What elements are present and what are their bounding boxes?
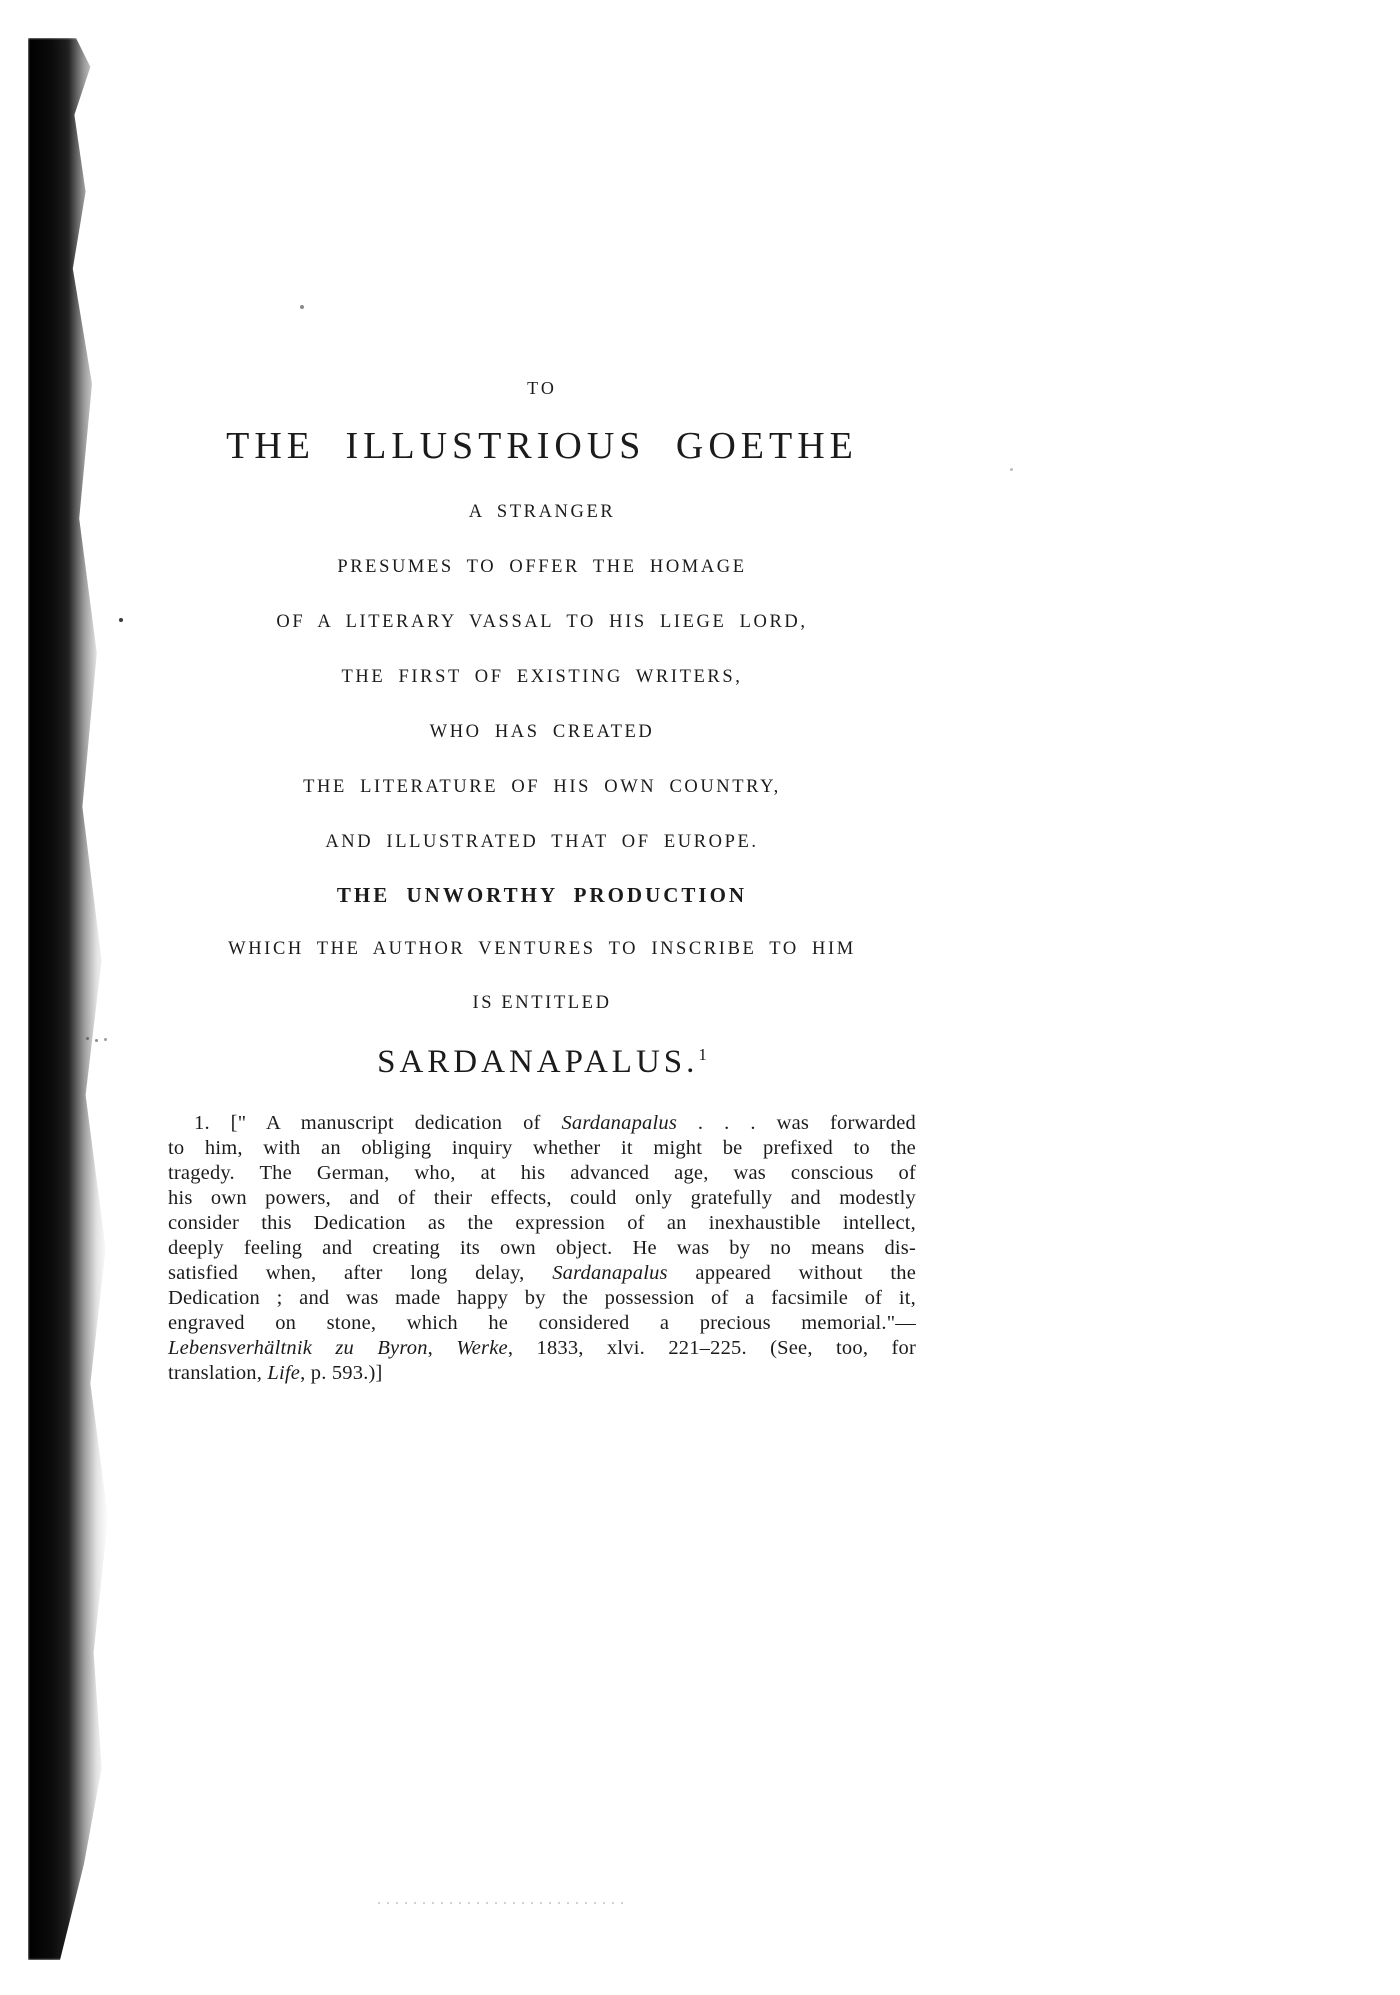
dedication-line: A STRANGER <box>468 502 616 522</box>
dedication-line: PRESUMES TO OFFER THE HOMAGE <box>337 557 747 577</box>
scan-speck-row <box>378 1902 628 1904</box>
dedication-title: THE ILLUSTRIOUS GOETHE <box>226 425 858 467</box>
dedication-line: AND ILLUSTRATED THAT OF EUROPE. <box>325 832 759 852</box>
footnote-line: engraved on stone, which he considered a precious memorial."— <box>168 1312 916 1334</box>
footnote-line: Lebensverhältnik zu Byron, Werke, 1833, xlvi. 221–225. (See, too, for <box>168 1337 916 1359</box>
work-title-text: SARDANAPALUS. <box>377 1044 699 1080</box>
footnote-reference: 1 <box>698 1045 707 1064</box>
scan-speck <box>86 1037 89 1040</box>
footnote <box>168 1111 916 1386</box>
footnote-line: his own powers, and of their effects, could only gratefully and modestly <box>168 1187 916 1209</box>
footnote-line: Dedication ; and was made happy by the possession of a facsimile of it, <box>168 1287 916 1309</box>
work-title <box>168 1036 916 1081</box>
dedication-line: OF A LITERARY VASSAL TO HIS LIEGE LORD, <box>276 612 808 632</box>
scan-speck <box>300 305 304 309</box>
dedication-line: THE FIRST OF EXISTING WRITERS, <box>341 667 743 687</box>
dedication-line: THE LITERATURE OF HIS OWN COUNTRY, <box>303 777 781 797</box>
footnote-line: to him, with an obliging inquiry whether it might be prefixed to the <box>168 1137 916 1159</box>
scan-speck <box>1010 468 1013 471</box>
dedication-inscribe-line: WHICH THE AUTHOR VENTURES TO INSCRIBE TO HIM <box>228 939 856 959</box>
dedication-production-line: THE UNWORTHY PRODUCTION <box>336 883 748 907</box>
footnote-line: tragedy. The German, who, at his advanced age, was conscious of <box>168 1162 916 1184</box>
footnote-line: 1. [" A manuscript dedication of Sardanapalus . . . was forwarded <box>194 1112 916 1134</box>
scan-speck <box>119 618 123 622</box>
binding-shadow <box>28 38 108 1960</box>
dedication-line: WHO HAS CREATED <box>429 722 655 742</box>
dedication-to: TO <box>527 378 557 398</box>
dedication-entitled-line: IS ENTITLED <box>472 993 612 1013</box>
footnote-line: satisfied when, after long delay, Sardanapalus appeared without the <box>168 1262 917 1284</box>
footnote-line: consider this Dedication as the expression of an inexhaustible intellect, <box>168 1212 916 1234</box>
dedication-block <box>168 378 916 1386</box>
footnote-line: translation, Life, p. 593.)] <box>168 1362 383 1384</box>
footnote-line: deeply feeling and creating its own object. He was by no means dis- <box>168 1237 916 1259</box>
